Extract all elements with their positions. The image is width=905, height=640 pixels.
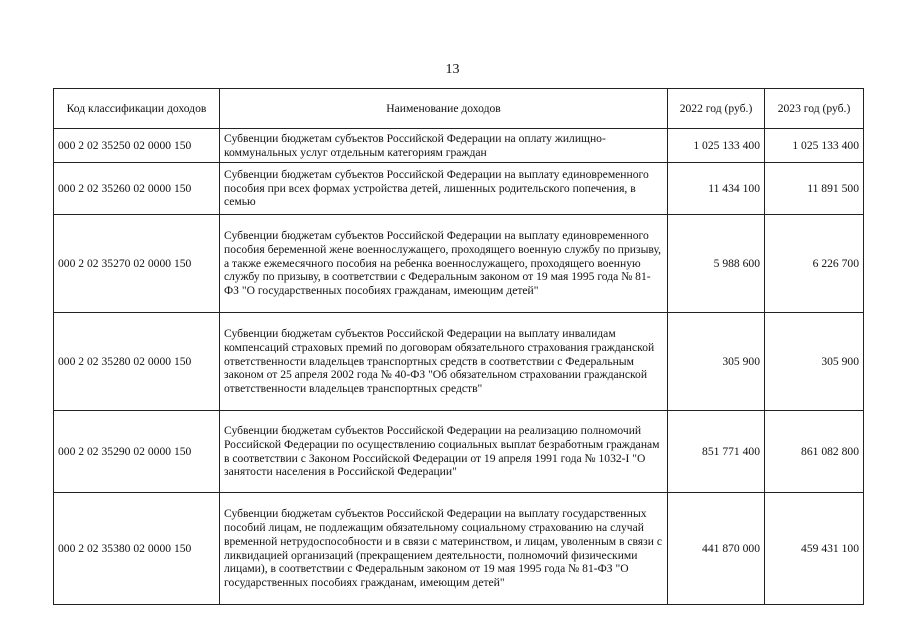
table-row bbox=[54, 313, 864, 411]
header-year-2023: 2023 год (руб.) bbox=[765, 89, 864, 129]
cell-code: 000 2 02 35250 02 0000 150 bbox=[54, 129, 220, 163]
income-table bbox=[53, 88, 864, 605]
table-row bbox=[54, 215, 864, 313]
cell-code: 000 2 02 35380 02 0000 150 bbox=[54, 493, 220, 605]
cell-code: 000 2 02 35280 02 0000 150 bbox=[54, 313, 220, 411]
cell-code: 000 2 02 35260 02 0000 150 bbox=[54, 163, 220, 215]
cell-year-2022: 5 988 600 bbox=[668, 215, 765, 313]
cell-year-2022: 851 771 400 bbox=[668, 411, 765, 493]
cell-year-2022: 441 870 000 bbox=[668, 493, 765, 605]
table-row bbox=[54, 411, 864, 493]
table-header-row bbox=[54, 89, 864, 129]
cell-code: 000 2 02 35270 02 0000 150 bbox=[54, 215, 220, 313]
cell-name: Субвенции бюджетам субъектов Российской Федерации на выплату единовременного пособия беременной жене военнослужащего, проходящего военную службу по призыву, а также ежемесячного пособия на ребенка военнослужащего, проходящего военную службу по призыву, в соответствии с Федеральным законом от 19 мая 1995 года № 81-ФЗ "О государственных пособиях гражданам, имеющим детей" bbox=[220, 215, 668, 313]
page-number: 13 bbox=[445, 62, 460, 77]
table-row bbox=[54, 493, 864, 605]
table-row bbox=[54, 129, 864, 163]
header-code: Код классификации доходов bbox=[54, 89, 220, 129]
cell-year-2023: 1 025 133 400 bbox=[765, 129, 864, 163]
cell-year-2022: 11 434 100 bbox=[668, 163, 765, 215]
cell-year-2023: 305 900 bbox=[765, 313, 864, 411]
table-row bbox=[54, 163, 864, 215]
cell-name: Субвенции бюджетам субъектов Российской Федерации на выплату единовременного пособия при всех формах устройства детей, лишенных родительского попечения, в семью bbox=[220, 163, 668, 215]
cell-name: Субвенции бюджетам субъектов Российской Федерации на реализацию полномочий Российской Федерации по осуществлению социальных выплат безработным гражданам в соответствии с Законом Российской Федерации от 19 апреля 1991 года № 1032-I "О занятости населения в Российской Федерации" bbox=[220, 411, 668, 493]
cell-name: Субвенции бюджетам субъектов Российской Федерации на выплату государственных пособий лицам, не подлежащим обязательному социальному страхованию на случай временной нетрудоспособности и в связи с материнством, и лицам, уволенным в связи с ликвидацией организаций (прекращением деятельности, полномочий физическими лицами), в соответствии с Федеральным законом от 19 мая 1995 года № 81-ФЗ "О государственных пособиях гражданам, имеющим детей" bbox=[220, 493, 668, 605]
cell-name: Субвенции бюджетам субъектов Российской Федерации на выплату инвалидам компенсаций страховых премий по договорам обязательного страхования гражданской ответственности владельцев транспортных средств в соответствии с Федеральным законом от 25 апреля 2002 года № 40-ФЗ "Об обязательном страховании гражданской ответственности владельцев транспортных средств" bbox=[220, 313, 668, 411]
header-name: Наименование доходов bbox=[220, 89, 668, 129]
cell-code: 000 2 02 35290 02 0000 150 bbox=[54, 411, 220, 493]
header-year-2022: 2022 год (руб.) bbox=[668, 89, 765, 129]
cell-year-2023: 11 891 500 bbox=[765, 163, 864, 215]
cell-year-2022: 1 025 133 400 bbox=[668, 129, 765, 163]
cell-name: Субвенции бюджетам субъектов Российской Федерации на оплату жилищно-коммунальных услуг отдельным категориям граждан bbox=[220, 129, 668, 163]
cell-year-2022: 305 900 bbox=[668, 313, 765, 411]
cell-year-2023: 6 226 700 bbox=[765, 215, 864, 313]
cell-year-2023: 459 431 100 bbox=[765, 493, 864, 605]
cell-year-2023: 861 082 800 bbox=[765, 411, 864, 493]
